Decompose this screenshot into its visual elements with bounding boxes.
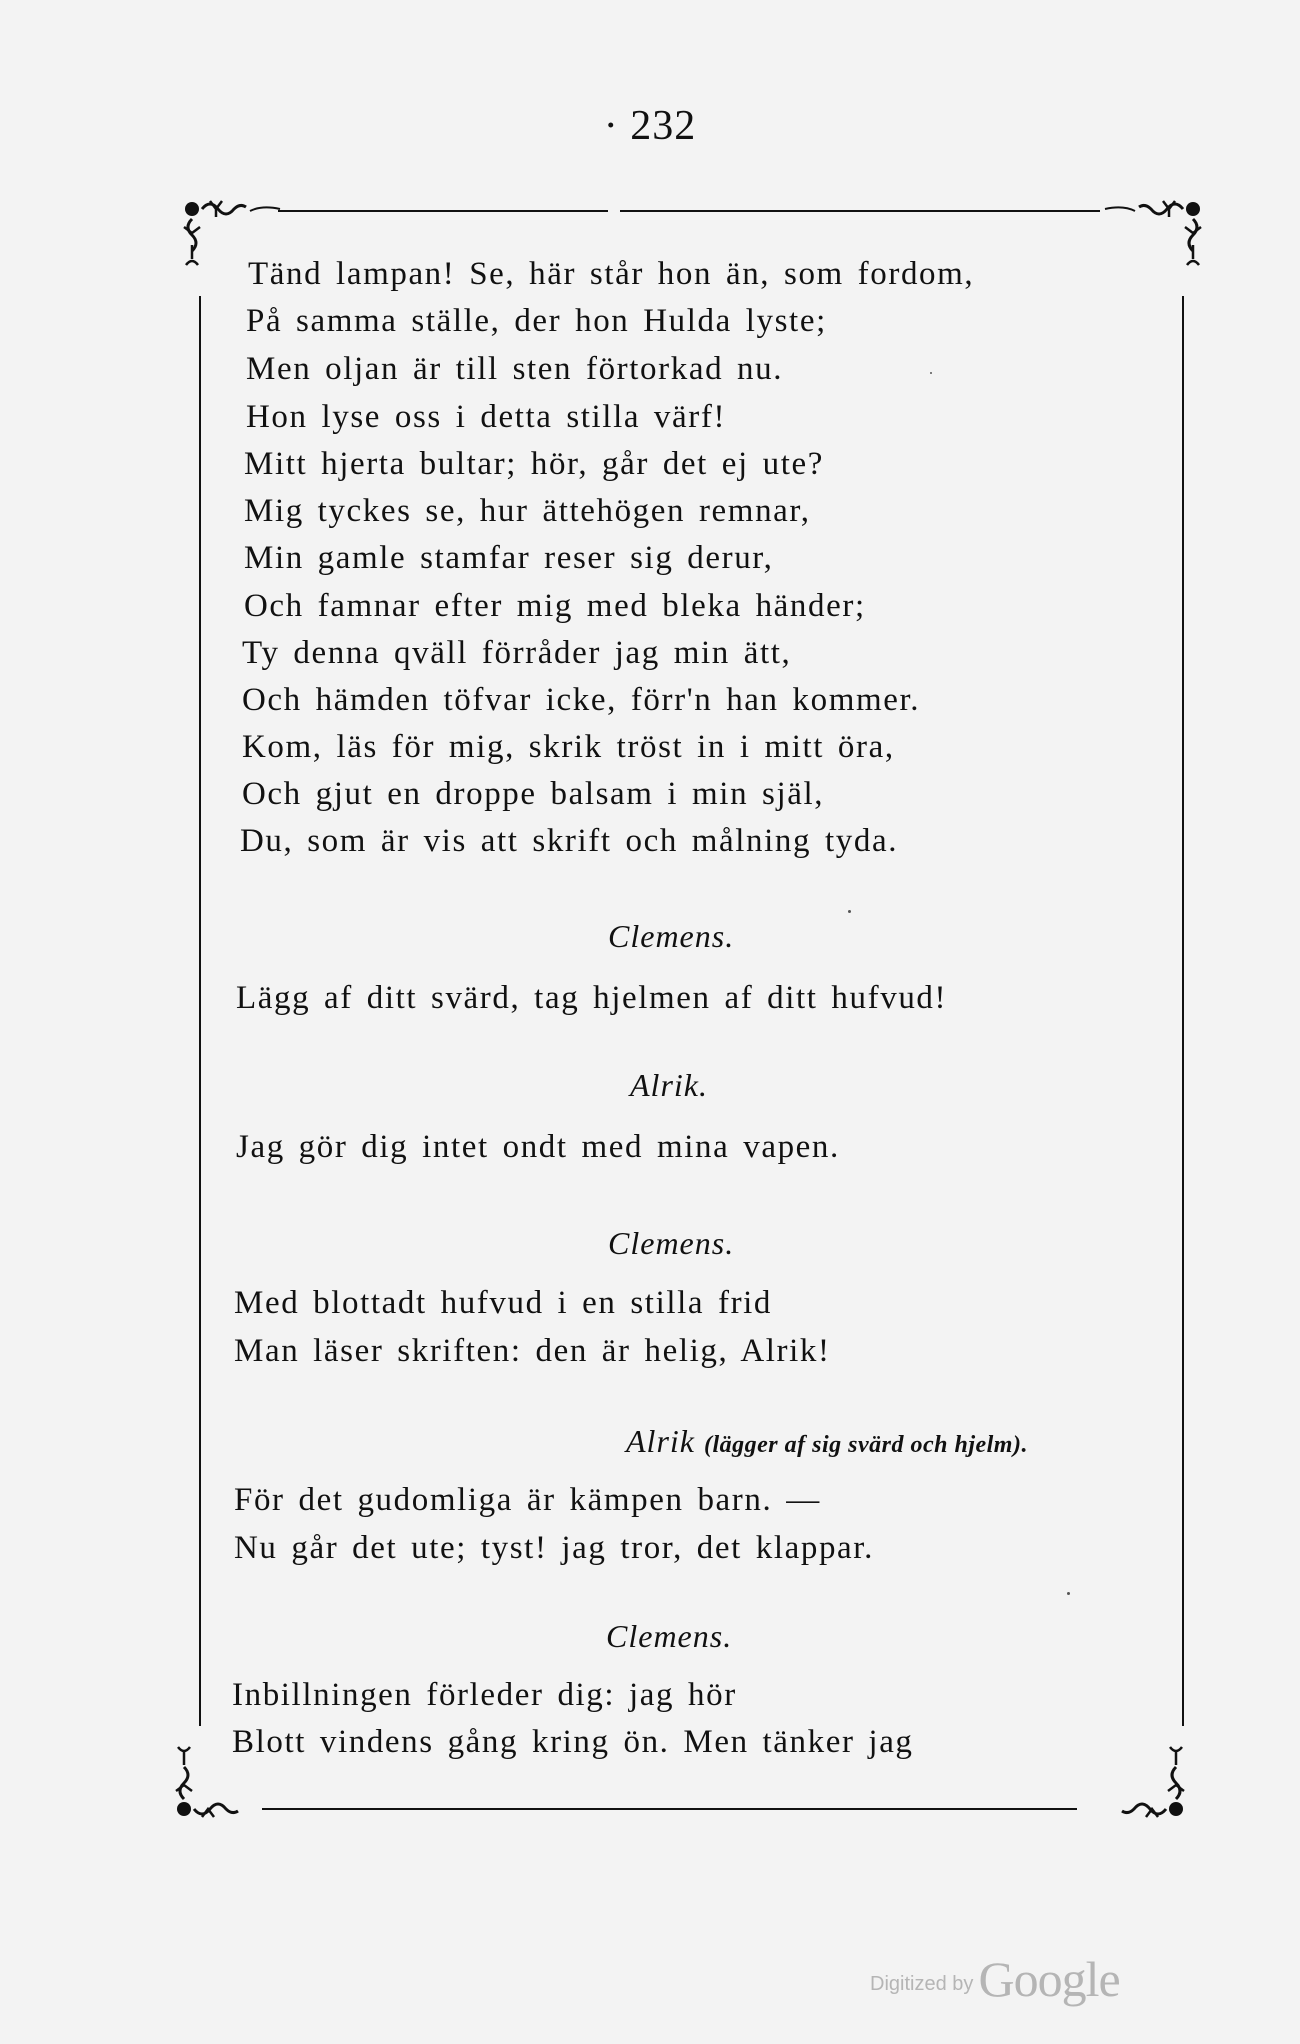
scan-speck — [848, 910, 851, 913]
stage-direction: (lägger af sig svärd och hjelm). — [703, 1432, 1028, 1458]
digitized-by-watermark — [870, 1950, 1120, 2008]
verse-line: Ty denna qväll förråder jag min ätt, — [242, 635, 792, 671]
verse-line: Kom, läs för mig, skrik tröst in i mitt öra, — [242, 729, 895, 765]
verse-line: Lägg af ditt svärd, tag hjelmen af ditt hufvud! — [236, 980, 948, 1016]
verse-line: Nu går det ute; tyst! jag tror, det klappar. — [234, 1530, 874, 1566]
speaker-name: Clemens. — [606, 1618, 733, 1654]
speaker-with-direction — [626, 1423, 1028, 1460]
verse-line: På samma ställe, der hon Hulda lyste; — [246, 303, 827, 339]
verse-line: Jag gör dig intet ondt med mina vapen. — [236, 1129, 840, 1165]
frame-right-rule — [1182, 296, 1184, 1726]
verse-line: Blott vindens gång kring ön. Men tänker jag — [232, 1724, 914, 1760]
verse-line: För det gudomliga är kämpen barn. — — [234, 1482, 821, 1518]
frame-left-rule — [199, 296, 201, 1726]
verse-line: Och hämden töfvar icke, förr'n han kommer. — [242, 682, 921, 718]
verse-line: Och gjut en droppe balsam i min själ, — [242, 776, 825, 812]
verse-line: Och famnar efter mig med bleka händer; — [244, 588, 866, 624]
verse-line: Men oljan är till sten förtorkad nu. — [246, 351, 784, 387]
verse-line: Hon lyse oss i detta stilla värf! — [246, 399, 727, 435]
speaker-name: Clemens. — [608, 918, 735, 954]
ornament-bottom-right-icon — [1080, 1725, 1190, 1825]
google-logo: Google — [978, 1951, 1120, 2007]
frame-bottom-rule — [262, 1808, 1077, 1810]
verse-line: Du, som är vis att skrift och målning tyda. — [240, 823, 899, 859]
watermark-prefix: Digitized by — [870, 1973, 974, 1995]
speaker-name: Clemens. — [608, 1225, 735, 1261]
verse-line: Man läser skriften: den är helig, Alrik! — [234, 1333, 831, 1369]
page-number: · 232 — [603, 103, 697, 149]
verse-line: Med blottadt hufvud i en stilla frid — [234, 1285, 773, 1321]
verse-line: Min gamle stamfar reser sig derur, — [244, 540, 774, 576]
frame-top-rule-left — [278, 210, 608, 212]
scan-speck — [1067, 1592, 1070, 1595]
scan-speck — [930, 372, 932, 374]
ornament-top-right-icon — [1095, 195, 1205, 295]
verse-line: Mitt hjerta bultar; hör, går det ej ute? — [244, 446, 825, 482]
verse-line: Tänd lampan! Se, här står hon än, som fordom, — [248, 256, 975, 292]
verse-line: Inbillningen förleder dig: jag hör — [232, 1677, 737, 1713]
verse-line: Mig tyckes se, hur ättehögen remnar, — [244, 493, 811, 529]
speaker-name: Alrik — [626, 1423, 695, 1459]
speaker-name: Alrik. — [630, 1067, 708, 1103]
frame-top-rule-right — [620, 210, 1100, 212]
